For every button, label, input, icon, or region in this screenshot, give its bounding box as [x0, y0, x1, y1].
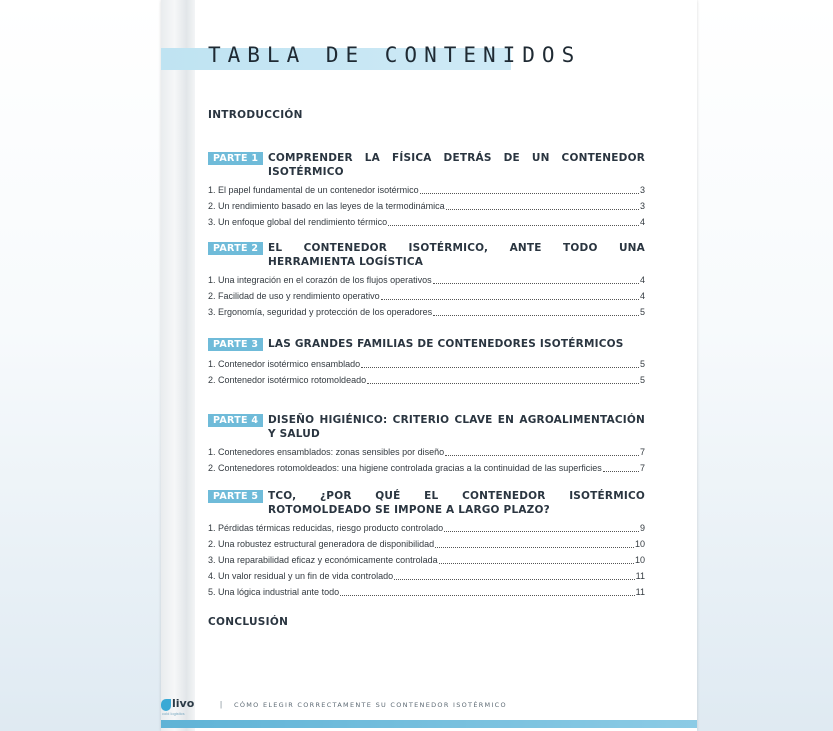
toc-entry-page: 4: [639, 217, 645, 227]
toc-entry-text: 1. Pérdidas térmicas reducidas, riesgo producto controlado: [208, 523, 444, 533]
toc-entry[interactable]: [208, 460, 645, 476]
toc-entry-text: 2. Contenedores rotomoldeados: una higiene controlada gracias a la continuidad de las superficies: [208, 463, 602, 473]
toc-entry-text: 3. Una reparabilidad eficaz y económicamente controlada: [208, 555, 438, 565]
toc-entry-page: 9: [639, 523, 645, 533]
logo-mark-icon: [161, 699, 171, 711]
leader-dots: [433, 315, 639, 316]
part-title: EL CONTENEDOR ISOTÉRMICO, ANTE TODO UNA HERRAMIENTA LOGÍSTICA: [268, 242, 645, 268]
part-badge: PARTE 1: [208, 152, 263, 165]
footer-separator: |: [220, 700, 223, 709]
leader-dots: [420, 193, 639, 194]
toc-entry[interactable]: [208, 372, 645, 388]
footer-title: CÓMO ELEGIR CORRECTAMENTE SU CONTENEDOR ISOTÉRMICO: [234, 701, 507, 709]
toc-entry[interactable]: [208, 288, 645, 304]
part-title: TCO, ¿POR QUÉ EL CONTENEDOR ISOTÉRMICO ROTOMOLDEADO SE IMPONE A LARGO PLAZO?: [268, 490, 645, 516]
toc-list: [208, 182, 645, 230]
toc-entry[interactable]: [208, 182, 645, 198]
toc-entry-text: 2. Contenedor isotérmico rotomoldeado: [208, 375, 367, 385]
page-footer: [161, 697, 697, 717]
toc-entry-page: 11: [635, 587, 645, 597]
toc-entry-page: 4: [639, 291, 645, 301]
brand-logo: [161, 697, 201, 717]
toc-list: [208, 272, 645, 320]
toc-entry-page: 5: [639, 307, 645, 317]
toc-list: [208, 444, 645, 476]
part-header: [208, 489, 645, 517]
part-header: [208, 241, 645, 269]
toc-entry-page: 7: [639, 463, 645, 473]
leader-dots: [394, 579, 635, 580]
toc-entry-page: 5: [639, 375, 645, 385]
toc-entry-page: 10: [634, 555, 645, 565]
bottom-accent-bar: [161, 720, 697, 728]
leader-dots: [381, 299, 639, 300]
leader-dots: [446, 209, 639, 210]
leader-dots: [439, 563, 634, 564]
part-badge: PARTE 5: [208, 490, 263, 503]
page-title: TABLA DE CONTENIDOS: [208, 43, 582, 67]
logo-wordmark: livo: [172, 697, 195, 710]
part-title: COMPRENDER LA FÍSICA DETRÁS DE UN CONTENEDOR ISOTÉRMICO: [268, 152, 645, 178]
toc-entry[interactable]: [208, 568, 645, 584]
toc-list: [208, 520, 645, 600]
conclusion-heading: CONCLUSIÓN: [208, 616, 289, 628]
toc-entry[interactable]: [208, 444, 645, 460]
part-5: [208, 489, 645, 600]
toc-entry-page: 11: [635, 571, 645, 581]
page-spine: [161, 0, 195, 731]
toc-entry-text: 4. Un valor residual y un fin de vida controlado: [208, 571, 394, 581]
toc-entry[interactable]: [208, 214, 645, 230]
part-4: [208, 413, 645, 476]
leader-dots: [388, 225, 639, 226]
toc-list: [208, 356, 645, 388]
toc-entry[interactable]: [208, 584, 645, 600]
logo-tagline: cold logistics: [162, 711, 185, 716]
toc-entry-page: 4: [639, 275, 645, 285]
toc-entry-text: 3. Ergonomía, seguridad y protección de los operadores: [208, 307, 433, 317]
toc-entry-page: 5: [639, 359, 645, 369]
part-3: [208, 337, 645, 388]
document-page: [161, 0, 697, 731]
toc-entry[interactable]: [208, 552, 645, 568]
toc-entry[interactable]: [208, 304, 645, 320]
part-badge: PARTE 4: [208, 414, 263, 427]
introduction-heading: INTRODUCCIÓN: [208, 109, 303, 121]
toc-entry-page: 3: [639, 185, 645, 195]
toc-entry-page: 3: [639, 201, 645, 211]
part-header: [208, 151, 645, 179]
part-title: LAS GRANDES FAMILIAS DE CONTENEDORES ISOTÉRMICOS: [268, 338, 624, 350]
part-1: [208, 151, 645, 230]
toc-entry-text: 2. Facilidad de uso y rendimiento operativo: [208, 291, 380, 301]
toc-entry[interactable]: [208, 520, 645, 536]
leader-dots: [340, 595, 635, 596]
toc-entry-text: 5. Una lógica industrial ante todo: [208, 587, 340, 597]
toc-entry[interactable]: [208, 356, 645, 372]
leader-dots: [444, 531, 639, 532]
toc-entry-page: 7: [639, 447, 645, 457]
part-badge: PARTE 2: [208, 242, 263, 255]
leader-dots: [603, 471, 639, 472]
part-title: DISEÑO HIGIÉNICO: CRITERIO CLAVE EN AGROALIMENTACIÓN Y SALUD: [268, 414, 645, 440]
part-header: [208, 413, 645, 441]
toc-entry-text: 2. Una robustez estructural generadora de disponibilidad: [208, 539, 435, 549]
toc-entry[interactable]: [208, 198, 645, 214]
toc-entry-text: 1. Una integración en el corazón de los flujos operativos: [208, 275, 432, 285]
part-header: [208, 337, 645, 353]
leader-dots: [433, 283, 639, 284]
toc-entry-text: 3. Un enfoque global del rendimiento térmico: [208, 217, 388, 227]
leader-dots: [435, 547, 634, 548]
toc-entry-text: 1. Contenedor isotérmico ensamblado: [208, 359, 361, 369]
toc-entry[interactable]: [208, 272, 645, 288]
toc-entry[interactable]: [208, 536, 645, 552]
leader-dots: [361, 367, 639, 368]
toc-entry-text: 2. Un rendimiento basado en las leyes de la termodinámica: [208, 201, 445, 211]
toc-entry-page: 10: [634, 539, 645, 549]
part-2: [208, 241, 645, 320]
toc-entry-text: 1. El papel fundamental de un contenedor isotérmico: [208, 185, 419, 195]
leader-dots: [367, 383, 639, 384]
leader-dots: [445, 455, 639, 456]
toc-entry-text: 1. Contenedores ensamblados: zonas sensibles por diseño: [208, 447, 445, 457]
part-badge: PARTE 3: [208, 338, 263, 351]
